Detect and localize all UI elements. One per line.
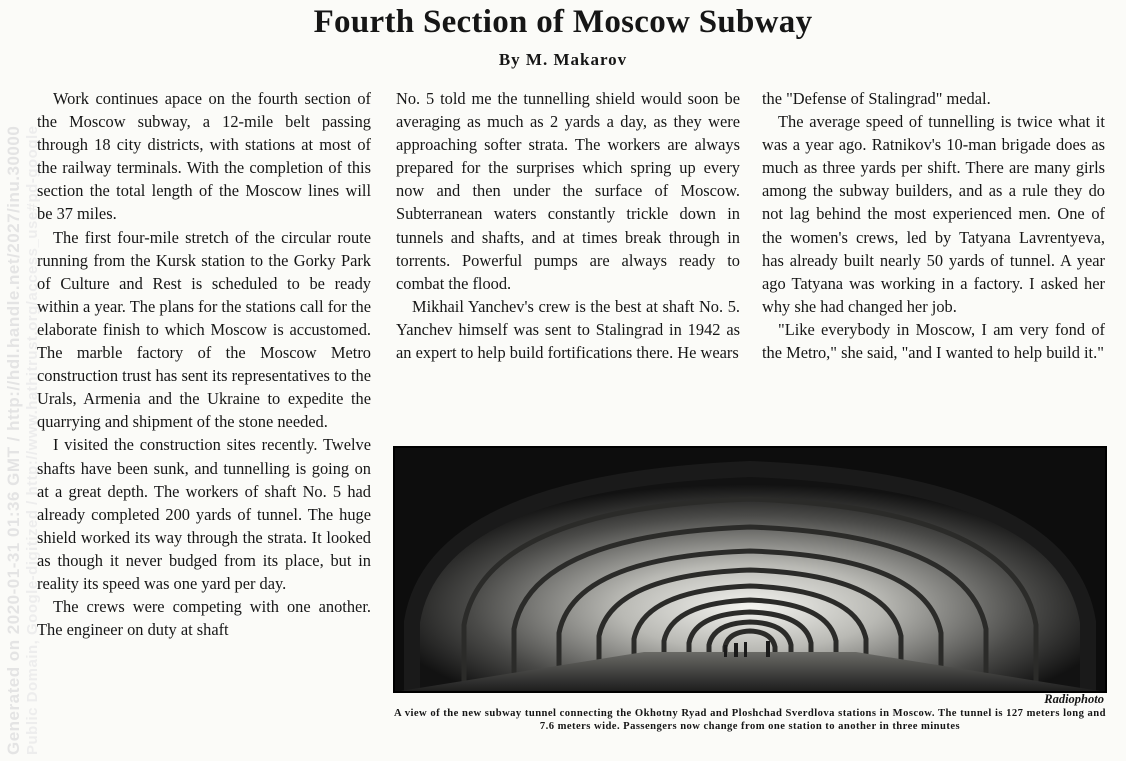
watermark-line-1: Generated on 2020-01-31 01:36 GMT / http://hdl.handle.net/2027/inu.30000 [4,125,23,755]
text-column-3 [762,87,1105,364]
article-title: Fourth Section of Moscow Subway [313,4,813,40]
article-byline: By M. Makarov [498,50,628,69]
text-column-1 [37,87,371,641]
paragraph: No. 5 told me the tunnelling shield would soon be averaging as much as 2 yards a day, as they were approaching softer strata. The workers are always prepared for the surprises which spring up every now and then under the surface of Moscow. Subterranean waters constantly trickle down in tunnels and shafts, and at times break through in torrents. Powerful pumps are always ready to combat the flood. [396,89,740,293]
text-column-2 [396,87,740,364]
watermark-line-2: Public Domain, Google-digitized / http://www.hathitrust.org/access_use#pd-google [24,125,41,755]
paragraph: the "Defense of Stalingrad" medal. [762,89,991,108]
photo-credit: Radiophoto [1044,692,1104,706]
paragraph: Work continues apace on the fourth section of the Moscow subway, a 12-mile belt passing through 18 city districts, with stations at most of the railway terminals. With the completion of this section the total length of the Moscow lines will be 37 miles. [37,89,371,224]
paragraph: The crews were competing with one another. The engineer on duty at shaft [37,597,371,640]
paragraph: The first four-mile stretch of the circular route running from the Kursk station to the Gorky Park of Culture and Rest is scheduled to be ready within a year. The plans for the stations call for the elaborate finish to which Moscow is accustomed. The marble factory of the Moscow Metro construction trust has sent its representatives to the Urals, Armenia and the Ukraine to expedite the quarrying and shipment of the stone needed. [37,227,371,432]
paragraph: The average speed of tunnelling is twice what it was a year ago. Ratnikov's 10-man brigade does as much as three yards per shift. There are many girls among the subway builders, and as a rule they do not lag behind the most experienced men. One of the women's crews, led by Tatyana Lavrentyeva, has already built nearly 50 yards of tunnel. A year ago Tatyana was working in a factory. I asked her why she had changed her job. [762,112,1105,316]
paragraph: "Like everybody in Moscow, I am very fond of the Metro," she said, "and I wanted to help build it." [762,319,1105,363]
paragraph: I visited the construction sites recently. Twelve shafts have been sunk, and tunnelling is going on at a great depth. The workers of shaft No. 5 had already completed 200 yards of tunnel. The huge shield worked its way through the strata. It looked as though it never budged from its place, but in reality its speed was one yard per day. [37,435,371,593]
tunnel-photo [394,447,1106,692]
tunnel-photo-illustration [394,447,1106,692]
paragraph: Mikhail Yanchev's crew is the best at shaft No. 5. Yanchev himself was sent to Stalingrad in 1942 as an expert to help build fortifications there. He wears [396,296,740,363]
scan-watermark [0,0,41,761]
photo-caption: A view of the new subway tunnel connecting the Okhotny Ryad and Ploshchad Sverdlova stations in Moscow. The tunnel is 127 meters long and 7.6 meters wide. Passengers now change from one station to another in three minutes [394,708,1106,732]
